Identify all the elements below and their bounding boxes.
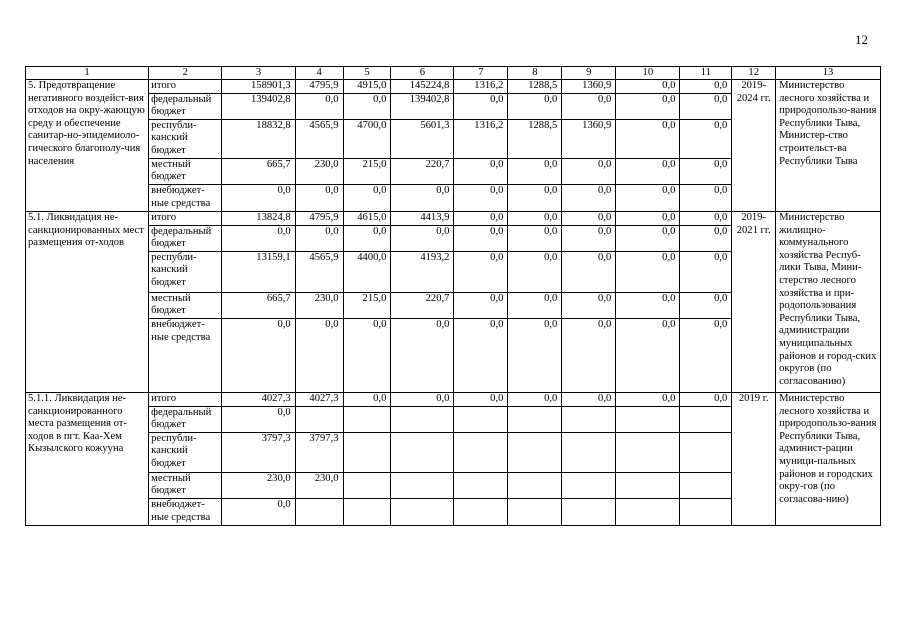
value-cell: 0,0 bbox=[391, 318, 454, 392]
value-cell: 0,0 bbox=[680, 292, 732, 318]
value-cell: 1288,5 bbox=[508, 119, 562, 158]
value-cell: 0,0 bbox=[680, 119, 732, 158]
column-header: 3 bbox=[222, 67, 295, 80]
funding-source: республи-канский бюджет bbox=[149, 432, 222, 472]
value-cell bbox=[562, 432, 616, 472]
value-cell: 1316,2 bbox=[454, 80, 508, 94]
value-cell bbox=[508, 472, 562, 498]
value-cell bbox=[680, 472, 732, 498]
value-cell: 230,0 bbox=[295, 292, 343, 318]
value-cell: 0,0 bbox=[454, 93, 508, 119]
value-cell bbox=[343, 472, 391, 498]
value-cell bbox=[391, 406, 454, 432]
funding-source: местный бюджет bbox=[149, 292, 222, 318]
value-cell: 0,0 bbox=[508, 184, 562, 211]
value-cell: 0,0 bbox=[454, 211, 508, 225]
value-cell: 0,0 bbox=[391, 225, 454, 251]
value-cell: 0,0 bbox=[508, 225, 562, 251]
funding-source: внебюджет-ные средства bbox=[149, 318, 222, 392]
column-header: 11 bbox=[680, 67, 732, 80]
value-cell: 0,0 bbox=[616, 80, 680, 94]
value-cell: 230,0 bbox=[222, 472, 295, 498]
value-cell bbox=[343, 432, 391, 472]
value-cell: 0,0 bbox=[616, 119, 680, 158]
value-cell: 0,0 bbox=[562, 93, 616, 119]
value-cell: 0,0 bbox=[680, 392, 732, 406]
table-row bbox=[26, 211, 881, 225]
value-cell: 0,0 bbox=[454, 184, 508, 211]
value-cell bbox=[295, 498, 343, 525]
value-cell: 4795,9 bbox=[295, 80, 343, 94]
value-cell: 0,0 bbox=[680, 184, 732, 211]
value-cell bbox=[562, 406, 616, 432]
responsible: Министерство жилищно-коммунального хозяйства Респуб-лики Тыва, Мини-стерство лесного хозяйства и при-родопользования Республики Тыва, администрации муниципальных районов и город-ских округов (по согласованию) bbox=[776, 211, 881, 392]
value-cell: 0,0 bbox=[680, 93, 732, 119]
value-cell bbox=[562, 498, 616, 525]
value-cell: 0,0 bbox=[616, 318, 680, 392]
value-cell: 0,0 bbox=[343, 392, 391, 406]
column-header: 4 bbox=[295, 67, 343, 80]
value-cell: 230,0 bbox=[295, 472, 343, 498]
value-cell: 0,0 bbox=[222, 318, 295, 392]
value-cell: 5601,3 bbox=[391, 119, 454, 158]
column-header: 10 bbox=[616, 67, 680, 80]
value-cell: 0,0 bbox=[295, 93, 343, 119]
period: 2019-2021 гг. bbox=[732, 211, 776, 392]
value-cell: 0,0 bbox=[680, 158, 732, 184]
value-cell bbox=[454, 472, 508, 498]
value-cell: 0,0 bbox=[616, 292, 680, 318]
measure-name: 5. Предотвращение негативного воздейст-вия отходов на окру-жающую среду и обеспечение санитар-но-эпидемиоло-гического благополу-чия населения bbox=[26, 80, 149, 212]
value-cell: 4400,0 bbox=[343, 251, 391, 292]
value-cell: 4193,2 bbox=[391, 251, 454, 292]
value-cell bbox=[508, 406, 562, 432]
value-cell bbox=[680, 432, 732, 472]
value-cell: 0,0 bbox=[562, 158, 616, 184]
column-header: 9 bbox=[562, 67, 616, 80]
funding-source: федеральный бюджет bbox=[149, 406, 222, 432]
value-cell: 0,0 bbox=[562, 392, 616, 406]
period: 2019 г. bbox=[732, 392, 776, 525]
funding-source: итого bbox=[149, 392, 222, 406]
funding-source: итого bbox=[149, 211, 222, 225]
value-cell: 0,0 bbox=[295, 318, 343, 392]
value-cell: 0,0 bbox=[222, 184, 295, 211]
value-cell: 145224,8 bbox=[391, 80, 454, 94]
value-cell: 3797,3 bbox=[295, 432, 343, 472]
value-cell bbox=[454, 498, 508, 525]
value-cell: 0,0 bbox=[508, 251, 562, 292]
value-cell: 4027,3 bbox=[222, 392, 295, 406]
value-cell: 4565,9 bbox=[295, 119, 343, 158]
page-number: 12 bbox=[855, 32, 868, 47]
value-cell: 0,0 bbox=[295, 184, 343, 211]
column-header: 12 bbox=[732, 67, 776, 80]
value-cell bbox=[680, 406, 732, 432]
value-cell bbox=[616, 472, 680, 498]
column-header: 13 bbox=[776, 67, 881, 80]
value-cell bbox=[680, 498, 732, 525]
value-cell: 0,0 bbox=[508, 318, 562, 392]
value-cell: 0,0 bbox=[680, 211, 732, 225]
responsible: Министерство лесного хозяйства и природопользо-вания Республики Тыва, админист-рации муници-пальных районов и городских окру-гов (по согласова-нию) bbox=[776, 392, 881, 525]
value-cell: 0,0 bbox=[508, 211, 562, 225]
funding-source: федеральный бюджет bbox=[149, 225, 222, 251]
value-cell: 0,0 bbox=[454, 392, 508, 406]
value-cell: 4915,0 bbox=[343, 80, 391, 94]
value-cell bbox=[391, 432, 454, 472]
value-cell: 4565,9 bbox=[295, 251, 343, 292]
value-cell: 0,0 bbox=[616, 211, 680, 225]
period: 2019-2024 гг. bbox=[732, 80, 776, 212]
funding-source: республи-канский бюджет bbox=[149, 251, 222, 292]
value-cell: 0,0 bbox=[222, 406, 295, 432]
value-cell: 0,0 bbox=[680, 80, 732, 94]
funding-source: итого bbox=[149, 80, 222, 94]
value-cell: 0,0 bbox=[616, 158, 680, 184]
value-cell: 158901,3 bbox=[222, 80, 295, 94]
value-cell: 0,0 bbox=[343, 225, 391, 251]
value-cell: 1288,5 bbox=[508, 80, 562, 94]
value-cell: 0,0 bbox=[562, 184, 616, 211]
column-header: 6 bbox=[391, 67, 454, 80]
value-cell bbox=[295, 406, 343, 432]
value-cell: 4027,3 bbox=[295, 392, 343, 406]
value-cell: 13824,8 bbox=[222, 211, 295, 225]
value-cell: 220,7 bbox=[391, 292, 454, 318]
responsible: Министерство лесного хозяйства и природопользо-вания Республики Тыва, Министер-ство строительст-ва Республики Тыва bbox=[776, 80, 881, 212]
value-cell bbox=[391, 498, 454, 525]
column-header: 7 bbox=[454, 67, 508, 80]
value-cell: 4615,0 bbox=[343, 211, 391, 225]
value-cell: 4413,9 bbox=[391, 211, 454, 225]
value-cell: 0,0 bbox=[343, 93, 391, 119]
value-cell bbox=[616, 498, 680, 525]
value-cell: 0,0 bbox=[680, 318, 732, 392]
value-cell: 3797,3 bbox=[222, 432, 295, 472]
value-cell: 0,0 bbox=[454, 318, 508, 392]
value-cell: 0,0 bbox=[562, 251, 616, 292]
funding-source: республи-канский бюджет bbox=[149, 119, 222, 158]
value-cell: 220,7 bbox=[391, 158, 454, 184]
value-cell: 4795,9 bbox=[295, 211, 343, 225]
value-cell: 0,0 bbox=[222, 225, 295, 251]
value-cell: 0,0 bbox=[222, 498, 295, 525]
value-cell: 18832,8 bbox=[222, 119, 295, 158]
value-cell bbox=[508, 498, 562, 525]
funding-source: местный бюджет bbox=[149, 158, 222, 184]
value-cell: 139402,8 bbox=[391, 93, 454, 119]
value-cell: 0,0 bbox=[562, 211, 616, 225]
value-cell: 0,0 bbox=[616, 392, 680, 406]
value-cell: 1316,2 bbox=[454, 119, 508, 158]
value-cell: 0,0 bbox=[680, 225, 732, 251]
value-cell: 139402,8 bbox=[222, 93, 295, 119]
header-row bbox=[26, 67, 881, 80]
funding-source: местный бюджет bbox=[149, 472, 222, 498]
value-cell bbox=[391, 472, 454, 498]
value-cell: 0,0 bbox=[391, 184, 454, 211]
value-cell: 665,7 bbox=[222, 292, 295, 318]
value-cell: 0,0 bbox=[508, 158, 562, 184]
table-row bbox=[26, 392, 881, 406]
table-row bbox=[26, 80, 881, 94]
value-cell: 0,0 bbox=[562, 225, 616, 251]
value-cell: 4700,0 bbox=[343, 119, 391, 158]
value-cell: 0,0 bbox=[562, 292, 616, 318]
value-cell: 0,0 bbox=[454, 225, 508, 251]
column-header: 5 bbox=[343, 67, 391, 80]
value-cell bbox=[454, 432, 508, 472]
column-header: 8 bbox=[508, 67, 562, 80]
value-cell: 0,0 bbox=[562, 318, 616, 392]
budget-table bbox=[25, 66, 881, 526]
funding-source: внебюджет-ные средства bbox=[149, 184, 222, 211]
value-cell: 0,0 bbox=[343, 184, 391, 211]
value-cell bbox=[343, 498, 391, 525]
value-cell: 0,0 bbox=[508, 292, 562, 318]
column-header: 1 bbox=[26, 67, 149, 80]
value-cell: 0,0 bbox=[454, 292, 508, 318]
value-cell: 0,0 bbox=[454, 251, 508, 292]
measure-name: 5.1.1. Ликвидация не-санкционированного места размещения от-ходов в пгт. Каа-Хем Кызылского кожууна bbox=[26, 392, 149, 525]
measure-name: 5.1. Ликвидация не-санкционированных мест размещения от-ходов bbox=[26, 211, 149, 392]
value-cell: 0,0 bbox=[295, 225, 343, 251]
value-cell: 0,0 bbox=[508, 93, 562, 119]
funding-source: внебюджет-ные средства bbox=[149, 498, 222, 525]
value-cell: 0,0 bbox=[391, 392, 454, 406]
value-cell: 0,0 bbox=[508, 392, 562, 406]
value-cell: 1360,9 bbox=[562, 80, 616, 94]
value-cell bbox=[616, 432, 680, 472]
value-cell: 1360,9 bbox=[562, 119, 616, 158]
value-cell: 0,0 bbox=[616, 93, 680, 119]
value-cell: 0,0 bbox=[454, 158, 508, 184]
value-cell bbox=[616, 406, 680, 432]
value-cell bbox=[562, 472, 616, 498]
value-cell: 0,0 bbox=[616, 225, 680, 251]
value-cell bbox=[454, 406, 508, 432]
value-cell: 665,7 bbox=[222, 158, 295, 184]
value-cell: 215,0 bbox=[343, 292, 391, 318]
value-cell: 0,0 bbox=[343, 318, 391, 392]
value-cell: 230,0 bbox=[295, 158, 343, 184]
value-cell: 0,0 bbox=[680, 251, 732, 292]
value-cell: 215,0 bbox=[343, 158, 391, 184]
value-cell bbox=[508, 432, 562, 472]
value-cell bbox=[343, 406, 391, 432]
value-cell: 0,0 bbox=[616, 184, 680, 211]
value-cell: 0,0 bbox=[616, 251, 680, 292]
funding-source: федеральный бюджет bbox=[149, 93, 222, 119]
column-header: 2 bbox=[149, 67, 222, 80]
value-cell: 13159,1 bbox=[222, 251, 295, 292]
